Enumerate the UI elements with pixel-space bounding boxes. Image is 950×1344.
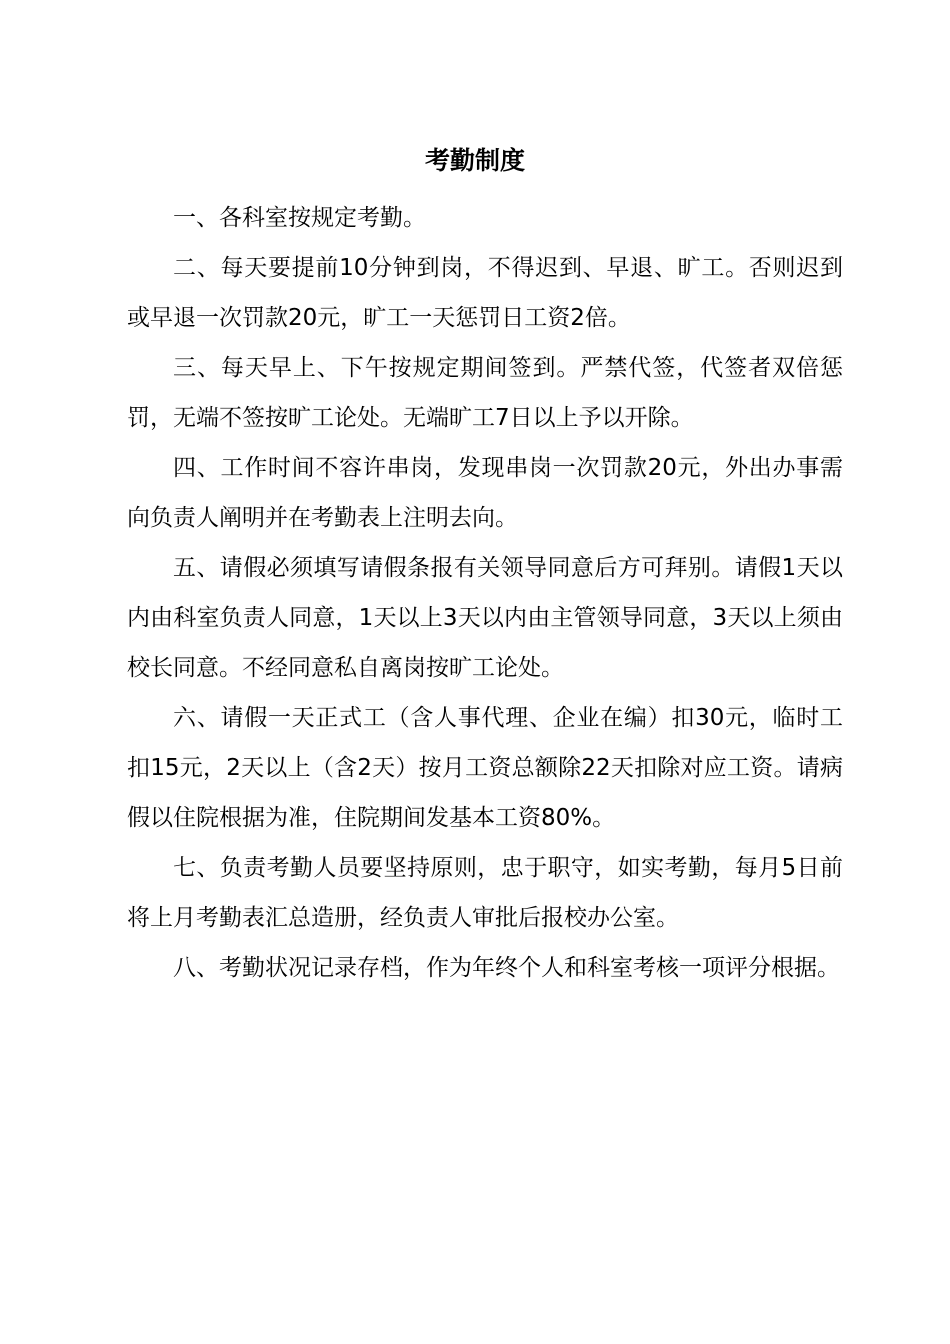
clause-3: 三、每天早上、下午按规定期间签到。严禁代签，代签者双倍惩罚，无端不签按旷工论处。无端旷工7日以上予以开除。 <box>127 355 843 431</box>
document-title: 考勤制度 <box>424 146 525 175</box>
clause-8: 八、考勤状况记录存档，作为年终个人和科室考核一项评分根据。 <box>173 955 840 981</box>
clause-1: 一、各科室按规定考勤。 <box>173 205 426 231</box>
clause-6: 六、请假一天正式工（含人事代理、企业在编）扣30元，临时工扣15元，2天以上（含2天）按月工资总额除22天扣除对应工资。请病假以住院根据为准，住院期间发基本工资80%。 <box>127 705 843 831</box>
document-body <box>127 193 843 993</box>
clause-7: 七、负责考勤人员要坚持原则，忠于职守，如实考勤，每月5日前将上月考勤表汇总造册，经负责人审批后报校办公室。 <box>127 855 843 931</box>
clause-5: 五、请假必须填写请假条报有关领导同意后方可拜别。请假1天以内由科室负责人同意，1天以上3天以内由主管领导同意，3天以上须由校长同意。不经同意私自离岗按旷工论处。 <box>127 555 843 681</box>
clause-2: 二、每天要提前10分钟到岗，不得迟到、早退、旷工。否则迟到或早退一次罚款20元，旷工一天惩罚日工资2倍。 <box>127 255 843 331</box>
clause-4: 四、工作时间不容许串岗，发现串岗一次罚款20元，外出办事需向负责人阐明并在考勤表上注明去向。 <box>127 455 843 531</box>
